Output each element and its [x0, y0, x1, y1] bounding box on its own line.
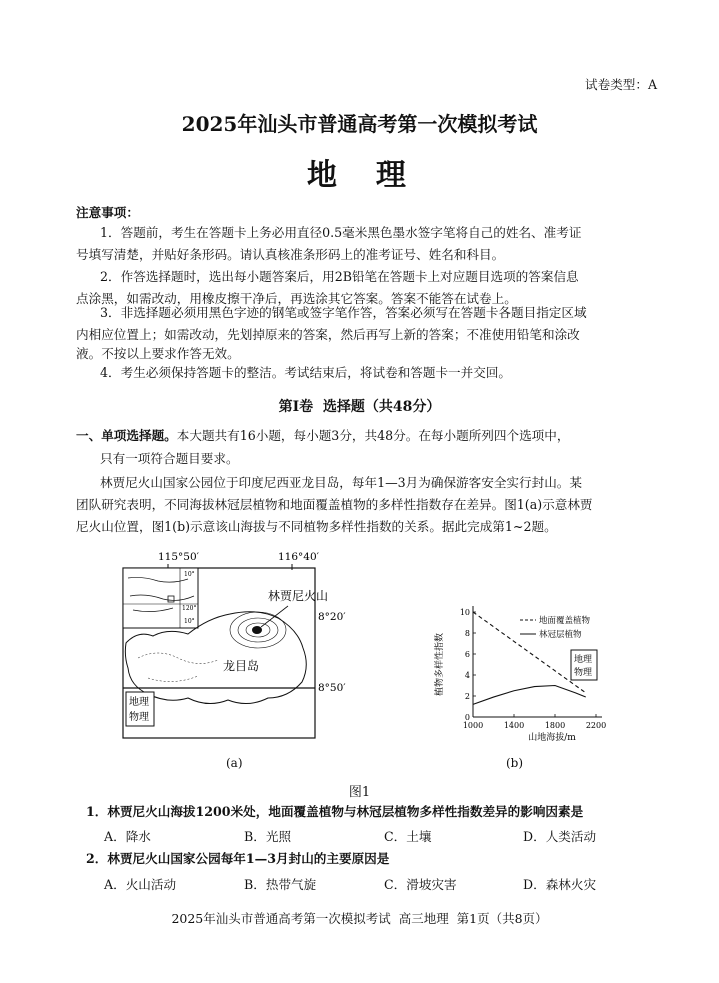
part1-line-2: 只有一项符合题目要求。	[100, 451, 239, 466]
chart-y-tick-label: 10	[459, 608, 470, 617]
notice-item-1-line-1: 1．答题前，考生在答题卡上务必用直径0.5毫米黑色墨水签字笔将自己的姓名、准考证	[100, 225, 582, 240]
question-1-option-d[interactable]: D．人类活动	[523, 829, 597, 844]
chart-legend-label-2: 林冠层植物	[539, 630, 582, 640]
chart-y-tick-label: 6	[464, 650, 470, 659]
caption-b: (b)	[506, 756, 524, 770]
question-1-option-a[interactable]: A．降水	[104, 829, 151, 844]
question-1-option-c[interactable]: C．土壤	[384, 829, 432, 844]
notice-item-4-line-1: 4．考生必须保持答题卡的整洁。考试结束后，将试卷和答题卡一并交回。	[100, 365, 512, 380]
passage-line-2: 团队研究表明，不同海拔林冠层植物和地面覆盖植物的多样性指数存在差异。图1(a)示意林贾	[76, 497, 593, 512]
chart-x-tick-label: 1800	[544, 721, 566, 730]
page-footer: 2025年汕头市普通高考第一次模拟考试 高三地理 第1页（共8页）	[171, 911, 548, 926]
volcano-crater-marker	[252, 626, 262, 634]
map-lat-top: 8°20′	[318, 611, 346, 623]
notice-item-3-line-3: 液。不按以上要求作答无效。	[76, 346, 240, 361]
notice-heading: 注意事项：	[76, 205, 139, 220]
map-stamp-text: 地理	[129, 697, 149, 708]
map-inset-lon: 120°	[182, 605, 197, 612]
passage-line-3: 尼火山位置，图1(b)示意该山海拔与不同植物多样性指数的关系。据此完成第1~2题。	[76, 519, 557, 534]
volcano-leader-line	[261, 606, 288, 627]
chart-figure-b	[428, 600, 618, 750]
volcano-label: 林贾尼火山	[268, 589, 329, 603]
caption-a: (a)	[226, 756, 243, 770]
chart-series-line-2	[473, 686, 586, 705]
notice-item-2-line-2: 点涂黑，如需改动，用橡皮擦干净后，再选涂其它答案。答案不能答在试卷上。	[76, 291, 517, 306]
subject-title: 地 理	[307, 158, 412, 193]
map-inset-lat-top: 10°	[184, 571, 195, 578]
figure-caption: 图1	[348, 785, 371, 800]
exam-title: 2025年汕头市普通高考第一次模拟考试	[181, 112, 538, 136]
island-label: 龙目岛	[223, 659, 260, 673]
chart-stamp-text-2: 物理	[574, 668, 593, 678]
map-lon-right: 116°40′	[278, 551, 320, 563]
chart-stamp-text: 地理	[574, 655, 593, 665]
map-inset-lat-bottom: 10°	[184, 618, 195, 625]
map-lat-bottom: 8°50′	[318, 682, 346, 694]
part1-heading: 一、单项选择题。	[76, 428, 177, 443]
passage-line-1: 林贾尼火山国家公园位于印度尼西亚龙目岛，每年1—3月为确保游客安全实行封山。某	[100, 475, 582, 490]
map-lon-left: 115°50′	[158, 551, 200, 563]
question-1-stem: 1．林贾尼火山海拔1200米处，地面覆盖植物与林冠层植物多样性指数差异的影响因素是	[86, 804, 584, 819]
chart-root	[433, 606, 606, 743]
section-title: 第Ⅰ卷 选择题（共48分）	[278, 399, 441, 415]
chart-y-tick-label: 2	[464, 692, 470, 701]
notice-item-3-line-1: 3．非选择题必须用黑色字迹的钢笔或签字笔作答，答案必须写在答题卡各题目指定区域	[100, 305, 587, 320]
part1-instructions: 本大题共有16小题，每小题3分，共48分。在每小题所列四个选项中，	[176, 428, 570, 443]
question-2-option-c[interactable]: C．滑坡灾害	[384, 877, 457, 892]
map-terrain-lines	[138, 653, 218, 682]
question-2-option-b[interactable]: B．热带气旋	[244, 877, 317, 892]
chart-y-tick-label: 4	[464, 671, 470, 680]
chart-x-axis-label: 山地海拔/m	[528, 733, 576, 743]
chart-y-tick-label: 0	[464, 713, 470, 722]
exam-type: 试卷类型：A	[585, 77, 658, 92]
notice-item-3-line-2: 内相应位置上；如需改动，先划掉原来的答案，然后再写上新的答案；不准使用铅笔和涂改	[76, 327, 580, 342]
question-2-stem: 2．林贾尼火山国家公园每年1—3月封山的主要原因是	[86, 851, 390, 866]
notice-item-1-line-2: 号填写清楚，并贴好条形码。请认真核准条形码上的准考证号、姓名和科目。	[76, 247, 505, 262]
map-stamp-text-2: 物理	[129, 712, 149, 723]
chart-x-tick-label: 2200	[585, 721, 607, 730]
chart-legend-label-1: 地面覆盖植物	[539, 616, 591, 626]
notice-item-2-line-1: 2．作答选择题时，选出每小题答案后，用2B铅笔在答题卡上对应题目选项的答案信息	[100, 269, 579, 284]
chart-x-tick-label: 1400	[503, 721, 525, 730]
part1-line-1	[76, 425, 569, 447]
chart-y-tick-label: 8	[464, 629, 470, 638]
question-2-option-a[interactable]: A．火山活动	[104, 877, 177, 892]
chart-x-tick-label: 1000	[462, 721, 484, 730]
chart-y-axis-label: 植物多样性指数	[435, 632, 445, 697]
map-figure-a	[118, 548, 354, 748]
question-2-option-d[interactable]: D．森林火灾	[523, 877, 597, 892]
question-1-option-b[interactable]: B．光照	[244, 829, 292, 844]
